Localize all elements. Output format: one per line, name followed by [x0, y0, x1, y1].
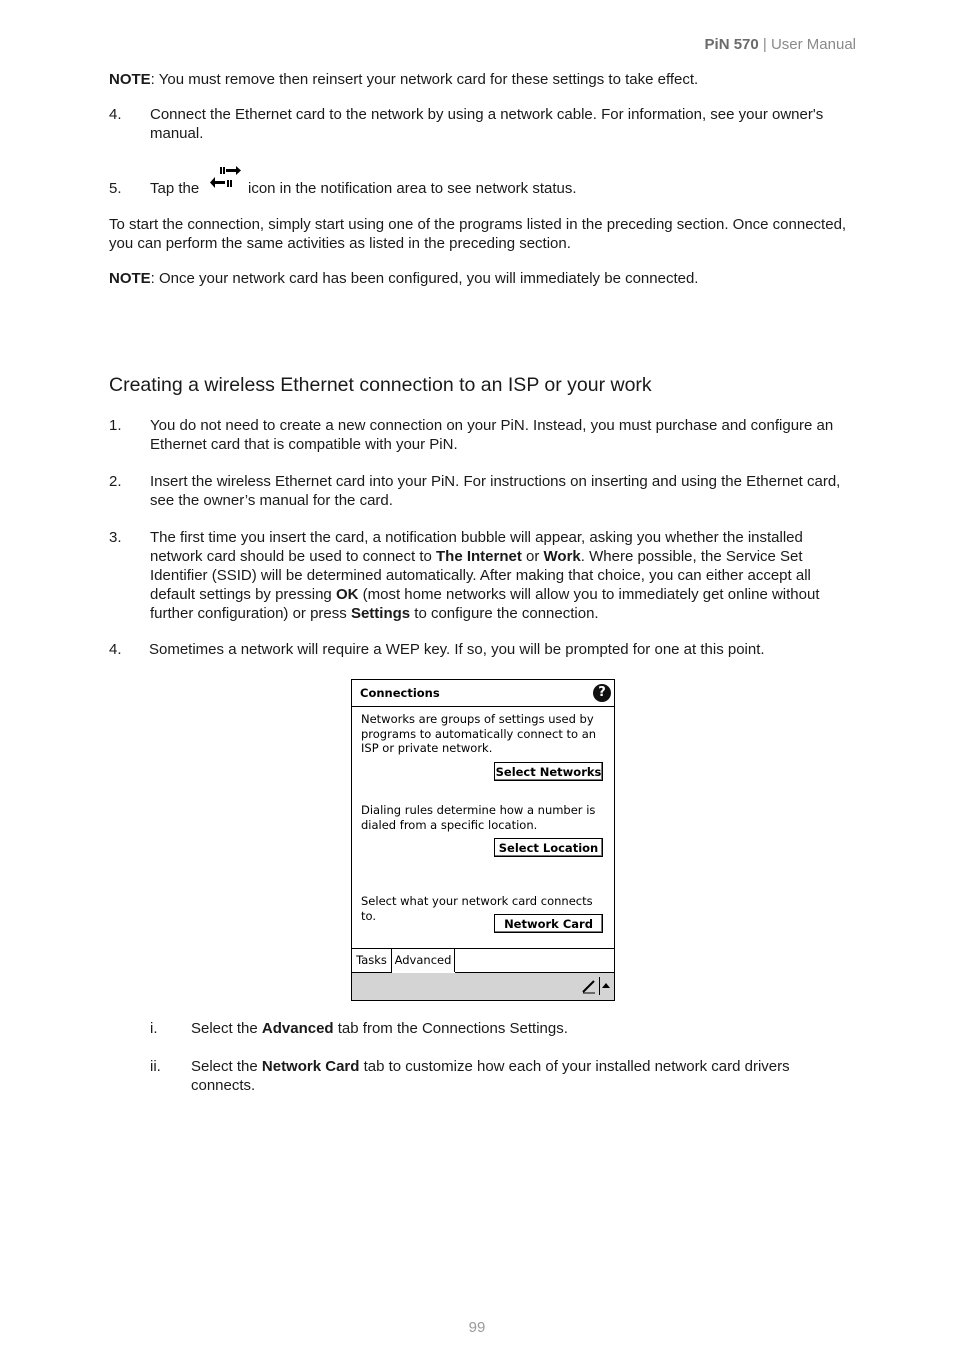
step-text: Sometimes a network will require a WEP key. If so, you will be prompted for one at this point. — [149, 641, 765, 658]
bold-term: Advanced — [261, 1020, 334, 1037]
substep-number: i. — [150, 1020, 158, 1037]
note-label: NOTE — [109, 270, 151, 287]
step-text-part: or — [521, 548, 544, 565]
select-location-button[interactable]: Select Location — [494, 838, 603, 857]
connections-titlebar — [352, 680, 614, 707]
manual-title: User Manual — [770, 36, 856, 53]
section-heading: Creating a wireless Ethernet connection to an ISP or your work — [109, 374, 652, 396]
input-bar — [352, 973, 614, 1000]
tab-bar — [352, 948, 614, 973]
dialing-description: Dialing rules determine how a number is dialed from a specific location. — [361, 803, 596, 832]
tab-advanced[interactable]: Advanced — [392, 949, 455, 972]
network-card-button[interactable]: Network Card — [494, 914, 603, 933]
step-text: Insert the wireless Ethernet card into your PiN. For instructions on inserting and using the Ethernet card, see the owner’s manual for the card. — [150, 473, 841, 509]
step-text-part: to configure the connection. — [410, 605, 599, 622]
step-number: 4. — [109, 106, 122, 123]
note-label: NOTE — [109, 71, 151, 88]
step-text-part: . Where possible, the Service Set Identifier (SSID) will be determined automatically. After making that choice, you can either accept all default settings by pressing — [150, 548, 811, 603]
substep-text-part: Select the — [191, 1058, 262, 1075]
step-text — [150, 528, 850, 623]
input-separator — [599, 977, 600, 995]
help-icon[interactable]: ? — [593, 684, 611, 702]
page-header — [705, 35, 856, 54]
tab-bar-filler — [455, 949, 614, 973]
step-text: You do not need to create a new connection on your PiN. Instead, you must purchase and configure an Ethernet card that is compatible with your PiN. — [150, 417, 834, 453]
substep-text — [191, 1019, 851, 1038]
bold-term: Settings — [350, 605, 411, 622]
step-number: 1. — [109, 417, 122, 434]
step-text-before: Tap the — [150, 180, 200, 197]
step-number: 4. — [109, 641, 122, 658]
note-text: : You must remove then reinsert your network card for these settings to take effect. — [150, 71, 699, 88]
product-name: PiN 570 — [704, 36, 759, 53]
step-text-part: (most home networks will allow you to immediately get online without further configuration) or press — [150, 586, 820, 622]
note-text: : Once your network card has been configured, you will immediately be connected. — [150, 270, 699, 287]
note-configured — [109, 269, 854, 288]
paragraph-start-connection: To start the connection, simply start using one of the programs listed in the preceding section. Once connected, you can perform the same activities as listed in the preceding section. — [109, 216, 847, 252]
substep-text-part: tab from the Connections Settings. — [333, 1020, 568, 1037]
bold-term: Network Card — [261, 1058, 360, 1075]
bold-term: The Internet — [436, 548, 522, 565]
network-status-icon — [210, 165, 242, 191]
bold-term: OK — [335, 586, 359, 603]
step-text-part: The first time you insert the card, a notification bubble will appear, asking you whether the installed network card should be used to connect to — [150, 529, 803, 565]
substep-number: ii. — [150, 1058, 161, 1075]
select-networks-button[interactable]: Select Networks — [494, 762, 603, 781]
page-number: 99 — [468, 1319, 486, 1336]
step-number: 2. — [109, 473, 122, 490]
step-number: 3. — [109, 529, 122, 546]
step-text: Connect the Ethernet card to the network by using a network cable. For information, see your owner's manual. — [150, 106, 824, 142]
step-number: 5. — [109, 180, 122, 197]
substep-text-part: tab to customize how each of your installed network card drivers connects. — [191, 1058, 790, 1094]
connections-screenshot — [351, 679, 615, 1001]
pen-icon[interactable] — [581, 978, 597, 994]
substep-text-part: Select the — [191, 1020, 262, 1037]
bold-term: Work — [543, 548, 581, 565]
step-text-after: icon in the notification area to see network status. — [248, 180, 577, 197]
header-separator: | — [758, 36, 771, 53]
input-panel-arrow-icon[interactable] — [602, 983, 610, 988]
connections-title: Connections — [360, 686, 440, 700]
note-reinsert — [109, 70, 854, 89]
tab-tasks[interactable]: Tasks — [352, 949, 392, 973]
network-card-description: Select what your network card connects to. — [361, 894, 593, 923]
substep-text — [191, 1057, 851, 1095]
networks-description: Networks are groups of settings used by programs to automatically connect to an ISP or private network. — [361, 712, 597, 755]
